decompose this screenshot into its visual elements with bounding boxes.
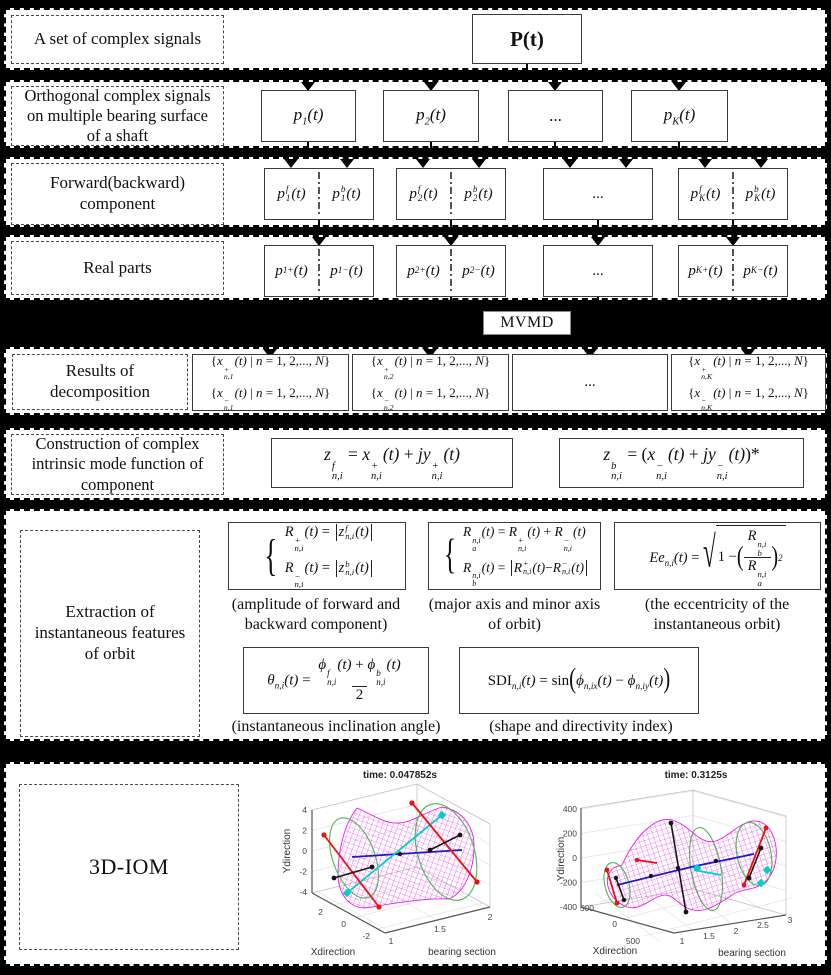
formula: p 1− (t) [330, 262, 363, 279]
connector-line [430, 142, 432, 148]
bearing-axis-label: bearing section [428, 947, 496, 958]
bearing-tick: 1 [388, 936, 394, 946]
real-parts-box-ellipsis [543, 245, 653, 297]
label-forward-backward: Forward(backward) component [11, 163, 224, 225]
band-orthogonal-signals [4, 80, 827, 148]
formula: p f K (t) [690, 184, 721, 203]
y-tick: 4 [302, 805, 307, 815]
component-box-1 [264, 168, 374, 220]
band-forward-backward [4, 157, 827, 227]
formula: {x − n,1 (t) | n = 1, 2,..., N} [210, 384, 331, 413]
formula: p K+ (t) [688, 262, 723, 279]
formula: ... [592, 185, 604, 202]
results-box-ellipsis [512, 354, 668, 411]
flow-arrow [754, 159, 768, 168]
component-box-ellipsis [543, 168, 653, 220]
label-feature-extraction: Extraction of instantaneous features of orbit [20, 530, 200, 737]
results-box-k [671, 354, 826, 411]
connector-line [597, 220, 599, 227]
signal-box-2 [383, 90, 479, 142]
formula: z b n,i = (x − n,i (t) + jy − n,i (t))* [603, 444, 760, 482]
real-parts-box-1 [264, 245, 374, 297]
formula: $Ee_{n,i}(t)$ = √ 1 − ( R n,i b R n,i a ) 2 [649, 525, 785, 587]
label-cimf-construction: Construction of complex intrinsic mode function of component [11, 434, 224, 495]
band-real-parts [4, 235, 827, 300]
component-box-2 [396, 168, 506, 220]
x-tick: 0 [612, 919, 617, 929]
flow-arrow [472, 159, 486, 168]
plot-title: time: 0.047852s [363, 770, 437, 781]
connector-line [318, 297, 320, 300]
formula: $SDI_{n,i}(t) = \sin(\phi_{n,ix}(t) - \phi_{n,iy}(t))$ [487, 662, 671, 695]
pt-box: P(t) [472, 14, 582, 64]
y-tick: 400 [562, 804, 577, 814]
orbit-plot-1 [250, 764, 556, 962]
bearing-axis-label: bearing section [718, 948, 786, 959]
formula: p 2+ (t) [407, 262, 440, 279]
mvmd-step-label: MVMD [483, 311, 571, 335]
label-complex-signals: A set of complex signals [11, 15, 224, 64]
label-3d-iom: 3D-IOM [19, 784, 239, 950]
y-tick: 2 [302, 825, 307, 836]
connector-line [597, 297, 599, 300]
x-axis-label: Xdirection [592, 946, 638, 957]
formula: p b 1 (t) [332, 184, 361, 203]
formula: p b 2 (t) [464, 184, 493, 203]
x-tick: 500 [579, 903, 594, 913]
x-tick: 0 [341, 919, 346, 929]
y-axis-label: Ydirection [556, 836, 567, 882]
formula: $p_2(t)$ [416, 104, 446, 128]
bearing-tick: 1.5 [434, 924, 446, 934]
formula: ... [592, 262, 604, 279]
connector-line [732, 297, 734, 300]
bearing-tick: 2 [487, 912, 493, 922]
connector-line [318, 220, 320, 227]
bearing-tick: 1.5 [703, 931, 715, 941]
formula: {x + n,1 (t) | n = 1, 2,..., N} [210, 353, 331, 382]
flow-arrow [563, 159, 577, 168]
inclination-caption: (instantaneous inclination angle) [231, 718, 441, 735]
amplitude-formula-box [228, 522, 406, 590]
bearing-tick: 1 [679, 936, 685, 946]
formula: {x + n,2 (t) | n = 1, 2,..., N} [370, 353, 491, 382]
bearing-tick: 3 [787, 915, 793, 925]
y-tick: 0 [302, 846, 307, 856]
plot-title: time: 0.3125s [664, 770, 728, 781]
flow-arrow [416, 159, 430, 168]
cimf-backward-box [559, 438, 804, 488]
formula: $p_1(t)$ [293, 104, 324, 128]
band-3d-iom [4, 762, 827, 966]
flow-arrow [284, 159, 298, 168]
y-tick: -200 [559, 877, 577, 888]
real-parts-box-2 [396, 245, 506, 297]
eccentricity-caption: (the eccentricity of the instantaneous orbit) [644, 596, 790, 633]
y-tick: -4 [299, 887, 307, 897]
results-box-1 [192, 354, 349, 411]
label-orthogonal-signals: Orthogonal complex signals on multiple bearing surface of a shaft [11, 86, 224, 146]
bearing-tick: 2.5 [757, 920, 769, 930]
connector-line [526, 64, 528, 70]
connector-line [450, 220, 452, 227]
formula: ... [584, 374, 596, 390]
formula: z f n,i = x + n,i (t) + jy + n,i (t) [324, 444, 460, 482]
x-tick: 500 [625, 936, 640, 946]
formula: p b K (t) [745, 184, 776, 203]
axes-formula-box [428, 522, 601, 590]
eccentricity-formula-box [614, 522, 821, 590]
orbit-plot-2 [556, 764, 826, 962]
formula: p K− (t) [743, 262, 778, 279]
connector-line [678, 142, 680, 148]
y-tick: 200 [562, 828, 577, 839]
formula: p f 2 (t) [409, 184, 438, 203]
cimf-forward-box [271, 438, 513, 488]
connector-line [307, 142, 309, 148]
flow-arrow [698, 159, 712, 168]
formula: p 1+ (t) [275, 262, 308, 279]
signal-box-1 [261, 90, 356, 142]
x-tick: 2 [318, 907, 323, 917]
formula: ... [549, 106, 562, 125]
label-decomposition-results: Results of decomposition [12, 354, 188, 410]
y-tick: -2 [299, 866, 307, 877]
label-real-parts: Real parts [11, 241, 224, 295]
flow-arrow [340, 159, 354, 168]
formula: {x − n,K (t) | n = 1, 2,..., N} [688, 384, 809, 413]
sdi-caption: (shape and directivity index) [489, 718, 673, 735]
x-axis-label: Xdirection [310, 947, 356, 958]
signal-box-k [631, 90, 728, 142]
connector-line [554, 142, 556, 148]
band-complex-signals [4, 8, 827, 70]
amplitude-caption: (amplitude of forward and backward component) [231, 596, 401, 633]
inclination-formula-box [243, 647, 429, 714]
band-decomposition-results [4, 347, 827, 415]
formula: { R + n,i (t) = z f n,i (t) R − n,i (t) = z b n,i (t) [260, 524, 374, 589]
real-parts-box-k [678, 245, 788, 297]
component-box-k [678, 168, 788, 220]
x-tick: -2 [362, 931, 370, 941]
y-axis-label: Ydirection [282, 828, 293, 874]
y-tick: -400 [559, 902, 577, 912]
formula: $p_K(t)$ [663, 104, 696, 128]
formula: p 2− (t) [462, 262, 495, 279]
signal-box-ellipsis [508, 90, 603, 142]
band-feature-extraction [4, 509, 827, 741]
sdi-formula-box [459, 647, 699, 714]
formula: {x + n,K (t) | n = 1, 2,..., N} [688, 353, 809, 382]
connector-line [450, 297, 452, 300]
bearing-tick: 2 [733, 926, 739, 936]
formula: { R n,i a (t) = R + n,i (t) + R − n,i (t) R n,i b (t) = R + n,i (t) − R − n,i (t) [443, 524, 586, 588]
formula: p f 1 (t) [277, 184, 306, 203]
axes-caption: (major axis and minor axis of orbit) [428, 596, 601, 633]
results-box-2 [352, 354, 509, 411]
band-cimf-construction [4, 428, 827, 500]
connector-line [732, 220, 734, 227]
flow-arrow [619, 159, 633, 168]
formula: $\theta_{n,i}(t)$ = ϕ f n,i (t) + ϕ b n,i (t) 2 [267, 656, 401, 704]
y-tick: 0 [572, 853, 577, 863]
orbit-mesh [599, 819, 777, 914]
formula: {x − n,2 (t) | n = 1, 2,..., N} [370, 384, 491, 413]
